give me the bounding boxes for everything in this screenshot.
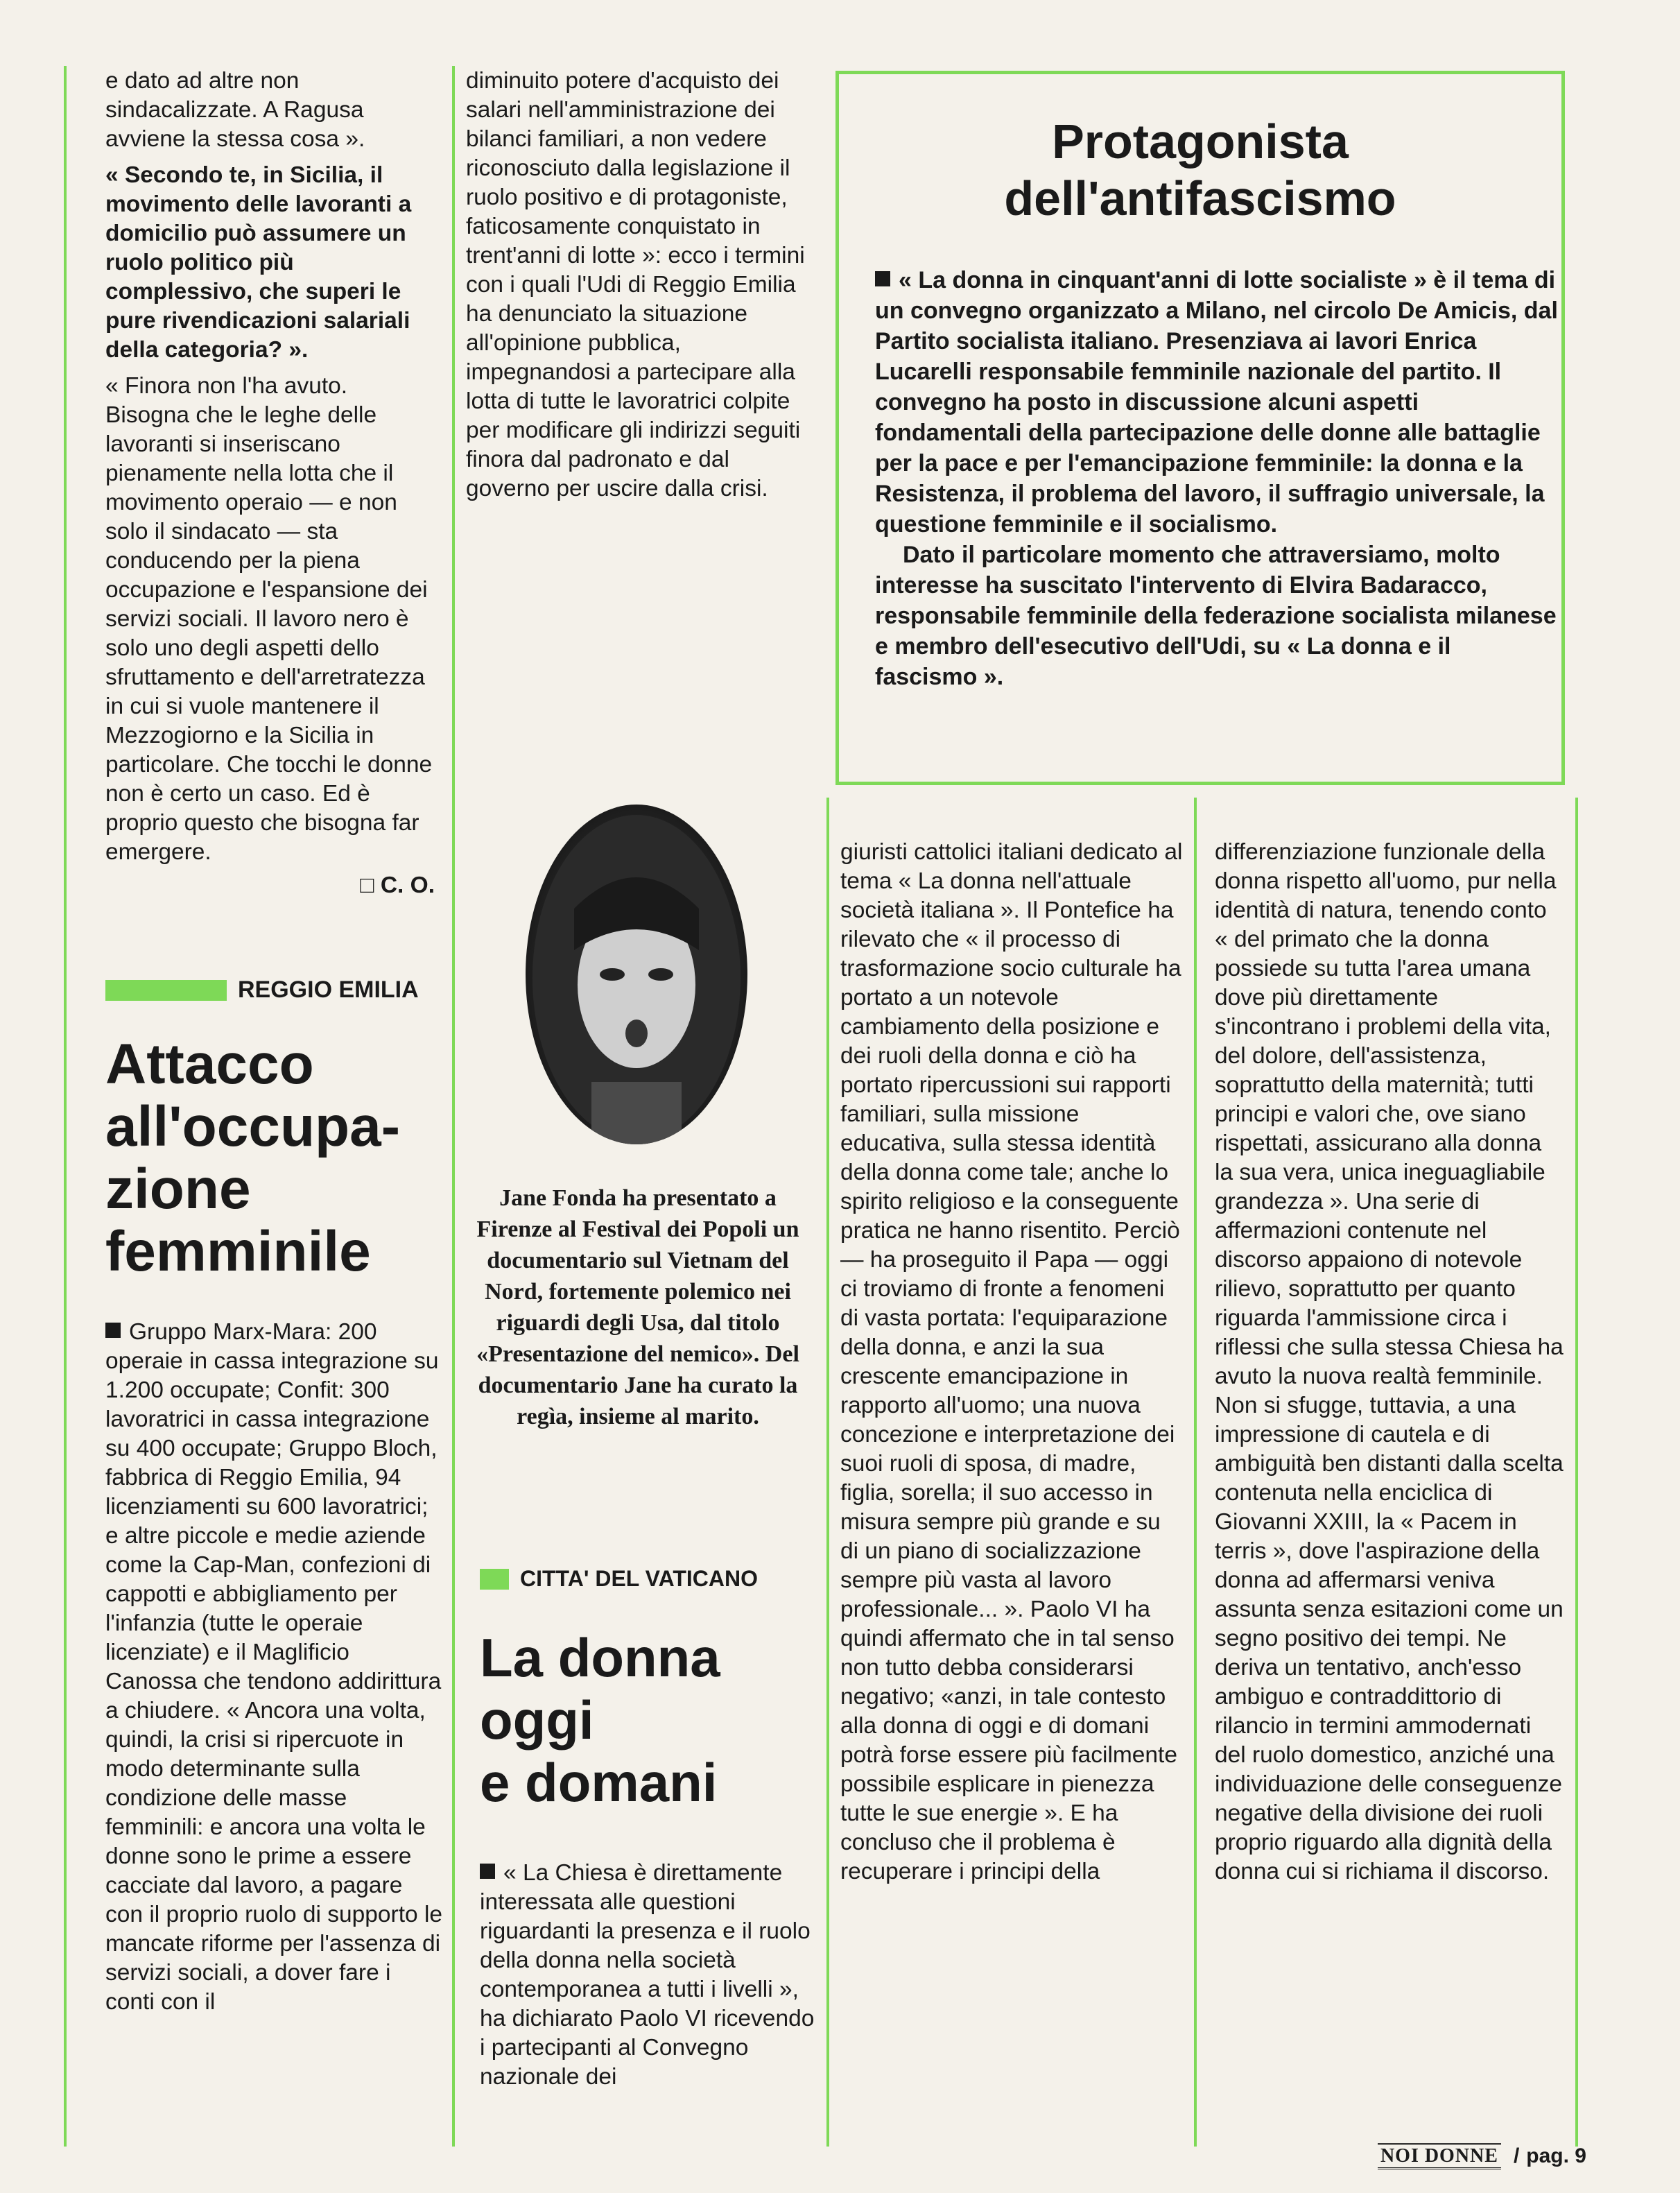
kicker-reggio-emilia [105, 977, 419, 1004]
headline-line: Attacco [105, 1033, 314, 1096]
headline-line: all'occupa- [105, 1095, 401, 1158]
page-footer [1378, 2143, 1586, 2169]
headline-line: zione [105, 1158, 251, 1221]
col2-top-text: diminuito potere d'acquisto dei salari nell'amministrazione dei bilanci familiari, a non vedere riconosciuto dalla legislazione il ruolo positivo e di protagoniste, faticosamente conquistato in trent'anni di lotte »: ecco i termini con i quali l'Udi di Reggio Emilia ha denunciato la situazione all'opinione pubblica, impegnandosi a partecipare alla lotta di tutte le lavoratrici colpite per modificare gli indirizzi seguiti finora dal padronato e dal governo per uscire dalla crisi. [466, 68, 805, 501]
column-4 [1215, 838, 1564, 1886]
headline-line: dell'antifascismo [1004, 171, 1396, 225]
kicker-bar [105, 980, 227, 1001]
col1-top-text: e dato ad altre non sindacalizzate. A Ragusa avviene la stessa cosa ». [105, 68, 365, 152]
col4-text: differenziazione funzionale della donna rispetto all'uomo, pur nella identità di natura, tenendo conto « del primato che la donna possiede su tutta l'area umana dove più direttamente s'incontrano i problemi della vita, del dolore, dell'assistenza, soprattutto della maternità; tutti principi e valori che, ove siano rispettati, assicurano alla donna la sua vera, unica ineguagliabile grandezza ». Una serie di affermazioni contenute nel discorso appaiono di notevole rilievo, soprattutto per quanto riguarda l'ammissione circa i riflessi che sulla stessa Chiesa ha avuto la nuova realtà femminile. Non si sfugge, tuttavia, a una impressione di cautela e di ambiguità ben distanti dalla scelta contenuta nella enciclica di Giovanni XXIII, la « Pacem in terris », dove l'aspirazione della donna ad affermarsi veniva assunta senza esitazioni come un segno positivo dei tempi. Ne deriva un tentativo, anch'esso ambiguo e contraddittorio di rilancio in termini ammodernati del ruolo domestico, anziché una individuazione delle conseguenze negative della divisione dei ruoli proprio riguardo alla dignità della donna cui si richiama il discorso. [1215, 839, 1564, 1884]
headline-attacco [105, 1033, 438, 1283]
col1-signature: □ C. O. [360, 872, 435, 898]
column-rule-right [1575, 798, 1578, 2147]
kicker-label: CITTA' DEL VATICANO [520, 1566, 758, 1591]
bullet-square-icon [105, 1323, 121, 1338]
col3-text: giuristi cattolici italiani dedicato al tema « La donna nell'attuale società italiana ». Il Pontefice ha rilevato che « il processo di trasformazione socio culturale ha portato a un notevole cambiamento della posizione e dei ruoli della donna e ciò ha portato ripercussioni sui rapporti familiari, sulla missione educativa, sulla stessa identità della donna come tale; anche lo spirito religioso e la conseguente pratica ne hanno risentito. Perciò — ha proseguito il Papa — oggi ci troviamo di fronte a fenomeni di vasta portata: l'equiparazione della donna, e anzi la sua crescente emancipazione in rapporto all'uomo; una nuova concezione e interpretazione dei suoi ruoli di sposa, di madre, figlia, sorella; il suo accesso in misura sempre più grande e su di un piano di socializzazione sempre più vasta al lavoro professionale... ». Paolo VI ha quindi affermato che in tal senso non tutto debba considerarsi negativo; «anzi, in tale contesto alla donna di oggi e di domani potrà forse essere più facilmente possibile esplicare in pienezza tutte le sue energie ». E ha concluso che il problema è recuperare i principi della [840, 839, 1183, 1884]
box-body [875, 265, 1558, 692]
headline-line: oggi [480, 1689, 594, 1751]
column-2-top [466, 67, 806, 504]
photo-caption: Jane Fonda ha presentato a Firenze al Festival dei Popoli un documentario sul Vietnam del Nord, fortemente polemico nei riguardi degli Usa, dal titolo «Presentazione del nemico». Del documentario Jane ha curato la regìa, insieme al marito. [476, 1185, 799, 1429]
col1-question: « Secondo te, in Sicilia, il movimento delle lavoranti a domicilio può assumere un ruolo politico più complessivo, che superi le pure rivendicazioni salariali della categoria? ». [105, 162, 412, 363]
jane-fonda-portrait [526, 805, 747, 1144]
box-paragraph-1: « La donna in cinquant'anni di lotte socialiste » è il tema di un convegno organizzato a Milano, nel circolo De Amicis, dal Partito socialista italiano. Presenziava ai lavori Enrica Lucarelli responsabile femminile nazionale del partito. Il convegno ha posto in discussione alcuni aspetti fondamentali della partecipazione delle donne alle battaglie per la pace e per l'emancipazione femminile: la donna e la Resistenza, il problema del lavoro, il suffragio universale, la questione femminile e il socialismo. [875, 267, 1558, 538]
footer-separator: / [1513, 2144, 1520, 2167]
bullet-square-icon [480, 1864, 495, 1879]
headline-line: La donna [480, 1627, 720, 1688]
page-number: pag. 9 [1526, 2144, 1586, 2167]
noi-donne-logo: NOI DONNE [1378, 2143, 1501, 2169]
headline-la-donna [480, 1626, 813, 1814]
kicker-label: REGGIO EMILIA [238, 977, 419, 1003]
headline-line: Protagonista [1052, 114, 1349, 169]
column-1-top [105, 67, 435, 900]
col1-answer: « Finora non l'ha avuto. Bisogna che le leghe delle lavoranti si inseriscano pienamente nella lotta che il movimento operaio — e non solo il sindacato — sta conducendo per la piena occupazione e l'espansione dei servizi sociali. Il lavoro nero è solo uno degli aspetti dello sfruttamento e dell'arretratezza in cui si vuole mantenere il Mezzogiorno e la Sicilia in particolare. Che tocchi le donne non è certo un caso. Ed è proprio questo che bisogna far emergere. [105, 373, 433, 865]
kicker-citta-vaticano [480, 1566, 758, 1592]
column-rule-left [64, 66, 67, 2147]
box-paragraph-2: Dato il particolare momento che attraversiamo, molto interesse ha suscitato l'intervento di Elvira Badaracco, responsabile femminile della federazione socialista milanese e membro dell'esecutivo dell'Udi, su « La donna e il fascismo ». [875, 542, 1557, 690]
column-rule-3-4 [1194, 798, 1197, 2147]
column-1-body [105, 1318, 445, 2017]
antifascismo-box [835, 71, 1565, 785]
headline-line: femminile [105, 1220, 371, 1283]
column-3 [840, 838, 1183, 1886]
column-rule-1-2 [452, 66, 455, 2147]
portrait-silhouette [526, 805, 747, 1144]
headline-protagonista [839, 113, 1561, 227]
bullet-square-icon [875, 271, 890, 286]
col1-body: Gruppo Marx-Mara: 200 operaie in cassa integrazione su 1.200 occupate; Confit: 300 lavoratrici in cassa integrazione su 400 occupate; Gruppo Bloch, fabbrica di Reggio Emilia, 94 licenziamenti su 600 lavoratrici; e altre piccole e medie aziende come la Cap-Man, confezioni di cappotti e abbigliamento per l'infanzia (tutte le operaie licenziate) e il Maglificio Canossa che tendono addirittura a chiudere. « Ancora una volta, quindi, la crisi si ripercuote in modo determinante sulla condizione delle masse femminili: e ancora una volta le donne sono le prime a essere cacciate dal lavoro, a pagare con il proprio ruolo di supporto le mancate riforme per l'assenza di servizi sociali, a dover fare i conti con il [105, 1319, 443, 2015]
column-2-body [480, 1859, 816, 2092]
kicker-bar [480, 1569, 509, 1590]
column-rule-2-3 [826, 798, 829, 2147]
headline-line: e domani [480, 1752, 718, 1813]
col2-body: « La Chiesa è direttamente interessata alle questioni riguardanti la presenza e il ruolo della donna nella società contemporanea a tutti i livelli », ha dichiarato Paolo VI ricevendo i partecipanti al Convegno nazionale dei [480, 1860, 815, 2090]
